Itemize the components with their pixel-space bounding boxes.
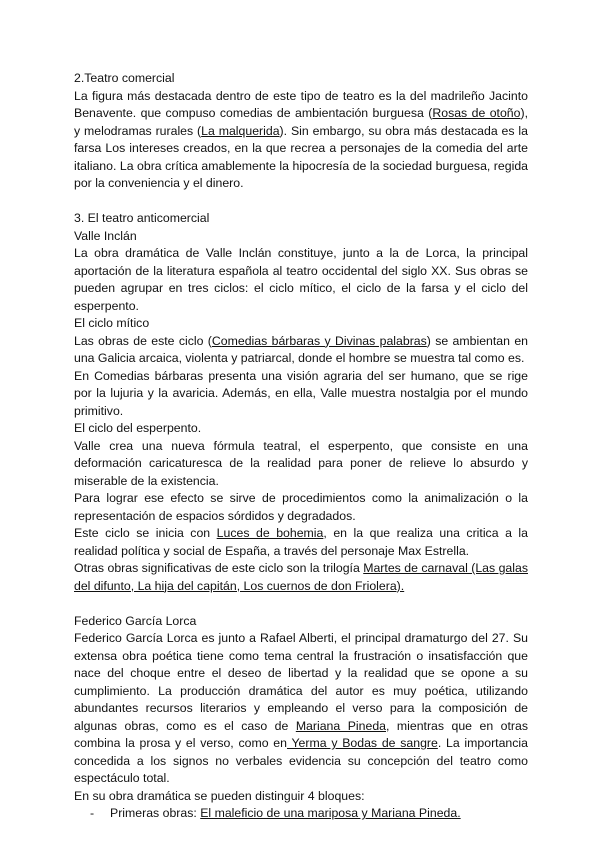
link-rosas-de-otono: Rosas de otoño (432, 106, 521, 120)
paragraph-esperpento-2: Para lograr ese efecto se sirve de procedimientos como la animalización o la representación de espacios sórdidos y degradados. (74, 491, 528, 523)
blank-line (74, 595, 528, 613)
subheading-ciclo-esperpento: El ciclo del esperpento. (74, 421, 202, 435)
paragraph-lorca-2: En su obra dramática se pueden distinguir 4 bloques: (74, 788, 365, 803)
subheading-valle-inclan: Valle Inclán (74, 228, 137, 243)
link-la-malquerida: La malquerida (201, 123, 280, 138)
section-heading-teatro-comercial: 2.Teatro comercial (74, 71, 175, 85)
section-heading-teatro-anticomercial: 3. El teatro anticomercial (74, 211, 210, 225)
link-el-maleficio: El maleficio de una mariposa y Mariana Pineda. (200, 806, 461, 820)
subheading-lorca: Federico García Lorca (74, 613, 197, 628)
paragraph-ciclo-mitico-1: Las obras de este ciclo (Comedias bárbaras y Divinas palabras) se ambientan en una Galicia arcaica, violenta y patriarcal, donde el hombre se muestra tal como es. (74, 333, 528, 365)
dash-bullet: - (90, 806, 95, 820)
paragraph-benavente: La figura más destacada dentro de este tipo de teatro es la del madrileño Jacinto Benavente. que compuso comedias de ambientación burguesa (Rosas de otoño), y melodramas rurales (La malquerida). Sin embargo, su obra más destacada es la farsa Los intereses creados, en la que recrea a personajes de la comedia del arte italiano. La obra crítica amablemente la hipocresía de la sociedad burguesa, regida por la conveniencia y el dinero. (74, 88, 528, 190)
subheading-ciclo-mitico: El ciclo mítico (74, 316, 150, 330)
link-martes-de-carnaval: Martes de carnaval (Las galas del difunto, La hija del capitán, Los cuernos de don Friolera). (74, 561, 528, 593)
link-luces-de-bohemia: Luces de bohemia (216, 526, 324, 540)
paragraph-esperpento-3: Este ciclo se inicia con Luces de bohemia, en la que realiza una critica a la realidad política y social de España, a través del personaje Max Estrella. (74, 526, 529, 558)
link-mariana-pineda: Mariana Pineda (295, 718, 386, 733)
paragraph-ciclo-mitico-2: En Comedias bárbaras presenta una visión agraria del ser humano, que se rige por la lujuria y la avaricia. Además, en ella, Valle muestra nostalgia por el mundo primitivo. (74, 368, 528, 418)
paragraph-lorca-1: Federico García Lorca es junto a Rafael Alberti, el principal dramaturgo del 27. Su extensa obra poética tiene como tema central la frustración o insatisfacción que nace del choque entre el deseo de libertad y la realidad que se opone a su cumplimiento. La producción dramática del autor es muy poética, utilizando abundantes recursos literarios y empleando el verso para la composición de algunas obras, como es el caso de Mariana Pineda, mientras que en otras combina la prosa y el verso, como en Yerma y Bodas de sangre. La importancia concedida a los signos no verbales evidencia su concepción del teatro como espectáculo total. (74, 631, 528, 785)
list-item: - Primeras obras: El maleficio de una mariposa y Mariana Pineda. (74, 805, 528, 823)
document-body (74, 70, 528, 823)
blank-line (74, 193, 528, 211)
paragraph-esperpento-4: Otras obras significativas de este ciclo son la trilogía Martes de carnaval (Las galas del difunto, La hija del capitán, Los cuernos de don Friolera). (74, 561, 528, 593)
paragraph-valle-intro: La obra dramática de Valle Inclán constituye, junto a la de Lorca, la principal aportación de la literatura española al teatro occidental del siglo XX. Sus obras se pueden agrupar en tres ciclos: el ciclo mítico, el ciclo de la farsa y el ciclo del esperpento. (74, 246, 528, 313)
paragraph-esperpento-1: Valle crea una nueva fórmula teatral, el esperpento, que consiste en una deformación caricaturesca de la realidad para poner de relieve lo absurdo y miserable de la existencia. (74, 438, 528, 488)
bloques-list (74, 805, 528, 823)
link-comedias-barbaras: Comedias bárbaras y Divinas palabras (211, 333, 427, 348)
link-yerma-bodas: Yerma y Bodas de sangre (286, 736, 438, 750)
